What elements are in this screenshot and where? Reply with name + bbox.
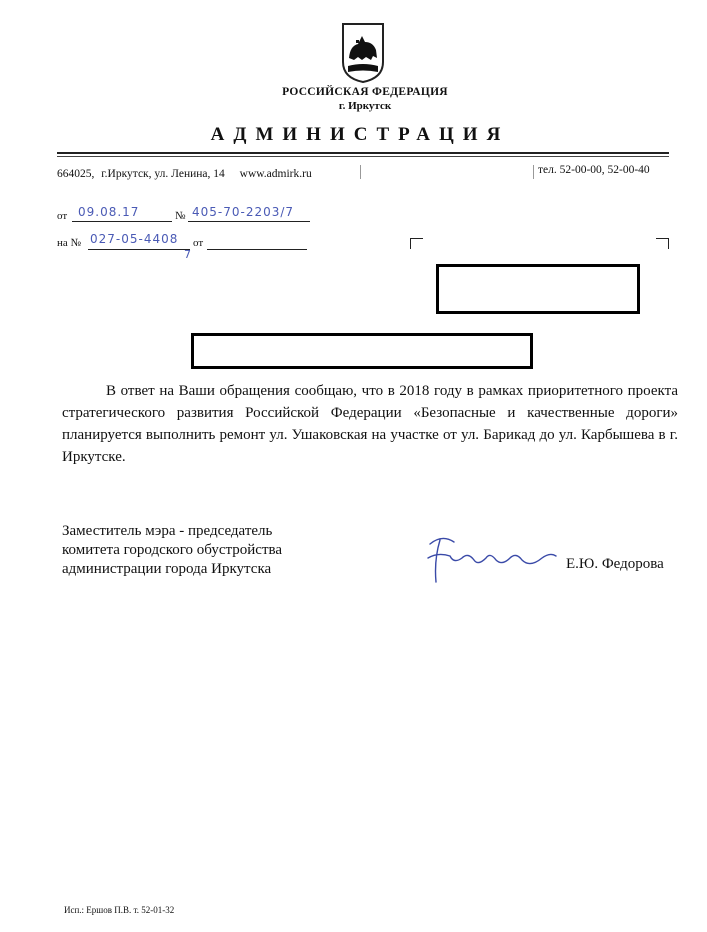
reply-label: на № [57, 237, 82, 249]
reply-suffix: 7 [184, 248, 192, 261]
executor-note: Исп.: Ершов П.В. т. 52-01-32 [64, 905, 175, 915]
city-title: г. Иркутск [338, 100, 392, 112]
reply-date-label: от [193, 237, 204, 249]
handwritten-signature [420, 530, 560, 590]
website: www.admirk.ru [239, 168, 312, 180]
phone-divider [533, 165, 534, 179]
address-divider [360, 165, 361, 179]
number-underline [188, 221, 310, 222]
number-value: 405-70-2203/7 [192, 205, 295, 219]
header-rule-thin [57, 156, 669, 157]
number-label: № [175, 210, 186, 222]
date-underline [72, 221, 172, 222]
reply-date-underline [207, 249, 307, 250]
date-value: 09.08.17 [78, 205, 140, 219]
country-title: РОССИЙСКАЯ ФЕДЕРАЦИЯ [282, 86, 448, 98]
postal-code: 664025, [57, 168, 95, 180]
redacted-salutation [191, 333, 533, 369]
coat-of-arms-icon [340, 22, 386, 84]
addressee-corner-right [656, 238, 669, 249]
addressee-corner-left [410, 238, 423, 249]
body-paragraph: В ответ на Ваши обращения сообщаю, что в 2018 году в рамках приоритетного проекта стратегического развития Российской Федерации «Безопасные и качественные дороги» планируется выполнить ремонт ул. Ушаковская на участке от ул. Барикад до ул. Карбышева в г. Иркутске. [62, 383, 678, 465]
position-line: комитета городского обустройства [62, 542, 283, 558]
organization-title: АДМИНИСТРАЦИЯ [210, 124, 510, 145]
signer-position [62, 522, 362, 579]
letter-body [62, 380, 678, 468]
address-line [57, 168, 316, 180]
position-line: администрации города Иркутска [62, 561, 272, 577]
signer-name: Е.Ю. Федорова [566, 556, 664, 572]
header-rule-thick [57, 152, 669, 154]
street-address: г.Иркутск, ул. Ленина, 14 [101, 168, 225, 180]
redacted-addressee [436, 264, 640, 314]
date-label: от [57, 210, 68, 222]
position-line: Заместитель мэра - председатель [62, 523, 273, 539]
reply-value: 027-05-4408 [90, 232, 179, 246]
reply-underline [88, 249, 190, 250]
phone-numbers: тел. 52-00-00, 52-00-40 [538, 164, 650, 176]
